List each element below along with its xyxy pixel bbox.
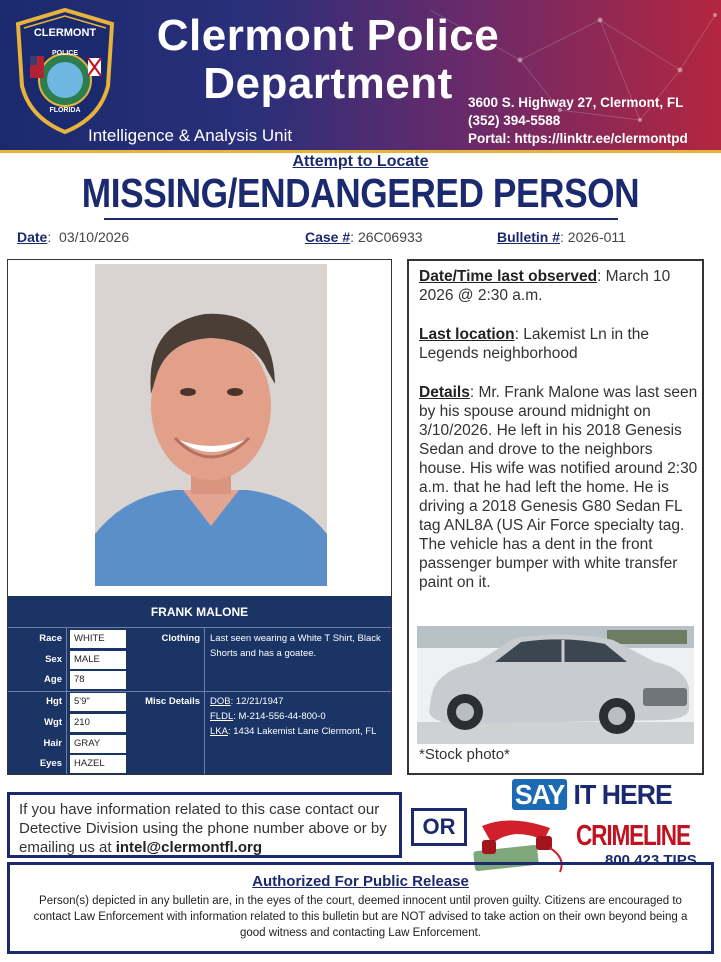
age-label: Age bbox=[44, 674, 62, 685]
say-text: SAY bbox=[512, 779, 567, 810]
fldl-value: M-214-556-44-800-0 bbox=[238, 711, 326, 722]
or-label: OR bbox=[411, 808, 467, 846]
it-here-text: IT HERE bbox=[573, 779, 672, 810]
date-field: Date: 03/10/2026 bbox=[17, 229, 130, 245]
contact-text: If you have information related to this case contact our Detective Division using the phone number above or by emailing us at bbox=[19, 801, 387, 856]
police-badge-logo bbox=[10, 6, 120, 136]
dob-label: DOB bbox=[210, 696, 231, 707]
stock-photo-caption: *Stock photo* bbox=[419, 746, 510, 763]
portal-line[interactable]: Portal: https://linktr.ee/clermontpd bbox=[468, 131, 688, 146]
lka-value: 1434 Lakemist Lane Clermont, FL bbox=[233, 726, 377, 737]
release-title: Authorized For Public Release bbox=[252, 873, 469, 890]
date-value: 03/10/2026 bbox=[59, 229, 130, 245]
bulletin-number-value: 2026-011 bbox=[567, 229, 626, 245]
last-observed-value: March 10 2026 @ 2:30 a.m. bbox=[419, 268, 671, 304]
subject-panel bbox=[7, 259, 392, 775]
phone-line: (352) 394-5588 bbox=[468, 113, 561, 128]
case-details: Details: Mr. Frank Malone was last seen by his spouse around midnight on 3/10/2026. He left in his 2018 Genesis Sedan and drove to the neighbors house. His wife was notified around 2:30 a.m. that he had left the home. He is driving a 2018 Genesis G80 Sedan FL tag ANL8A (US Air Force specialty tag. The vehicle has a dent in the front passenger bumper with white transfer paint on it. bbox=[419, 384, 698, 591]
last-location: Last location: Lakemist Ln in the Legends neighborhood bbox=[419, 326, 650, 362]
case-value: 26C06933 bbox=[357, 229, 423, 245]
bulletin-subtitle: Attempt to Locate bbox=[292, 153, 429, 170]
lka-label: LKA bbox=[210, 726, 228, 737]
height-value: 5'9" bbox=[70, 693, 126, 711]
bulletin-number-label: Bulletin # bbox=[497, 229, 561, 245]
dob-value: 12/21/1947 bbox=[235, 696, 284, 707]
age-value: 78 bbox=[70, 671, 126, 689]
hair-value: GRAY bbox=[70, 735, 126, 753]
badge-text-mid: POLICE bbox=[51, 50, 79, 57]
badge-text-top: CLERMONT bbox=[33, 27, 97, 39]
weight-label: Wgt bbox=[44, 717, 62, 728]
case-label: Case # bbox=[305, 229, 351, 245]
contact-info bbox=[7, 792, 402, 858]
say-it-here-logo bbox=[512, 779, 672, 811]
sex-value: MALE bbox=[70, 651, 126, 669]
misc-details-label: Misc Details bbox=[145, 696, 200, 707]
bulletin-number-field: Bulletin #: 2026-011 bbox=[497, 229, 626, 245]
crimeline-phone[interactable]: 800.423.TIPS bbox=[605, 852, 697, 869]
race-value: WHITE bbox=[70, 630, 126, 648]
eyes-label: Eyes bbox=[39, 758, 62, 769]
subject-name: FRANK MALONE bbox=[8, 596, 391, 628]
sex-label: Sex bbox=[45, 654, 62, 665]
unit-name: Intelligence & Analysis Unit bbox=[88, 126, 293, 145]
headline-underline bbox=[104, 218, 618, 220]
last-location-value: Lakemist Ln in the Legends neighborhood bbox=[419, 326, 650, 362]
table-divider bbox=[204, 628, 205, 774]
details-panel bbox=[407, 259, 704, 775]
contact-email-link[interactable]: intel@clermontfl.org bbox=[115, 839, 263, 856]
badge-text-bottom: FLORIDA bbox=[49, 107, 81, 114]
last-observed: Date/Time last observed: March 10 2026 @ 2:30 a.m. bbox=[419, 268, 671, 304]
vehicle-stock-photo bbox=[417, 626, 694, 744]
eyes-value: HAZEL bbox=[70, 755, 126, 773]
subject-info-table bbox=[8, 596, 391, 774]
details-value: Mr. Frank Malone was last seen by his spouse around midnight on 3/10/2026. He left in his 2018 Genesis Sedan and drove to the neighbors house. His wife was notified around 2:30 a.m. that he had left the home. He is driving a 2018 Genesis G80 Sedan FL tag ANL8A (US Air Force specialty tag. The vehicle has a dent in the front passenger bumper with white transfer paint on it. bbox=[419, 384, 698, 591]
race-label: Race bbox=[39, 633, 62, 644]
table-divider bbox=[8, 691, 391, 692]
address-line: 3600 S. Highway 27, Clermont, FL bbox=[468, 95, 684, 110]
department-contact bbox=[468, 94, 688, 148]
misc-details: DOB: 12/21/1947 FLDL: M-214-556-44-800-0 LKA: 1434 Lakemist Lane Clermont, FL bbox=[210, 696, 377, 737]
date-label: Date bbox=[17, 229, 48, 245]
height-label: Hgt bbox=[46, 696, 62, 707]
release-footer bbox=[7, 862, 714, 954]
subject-photo bbox=[95, 264, 327, 586]
bulletin-headline: MISSING/ENDANGERED PERSON bbox=[81, 170, 640, 216]
fldl-label: FLDL bbox=[210, 711, 234, 722]
last-observed-label: Date/Time last observed bbox=[419, 268, 598, 285]
details-label: Details bbox=[419, 384, 470, 401]
last-location-label: Last location bbox=[419, 326, 515, 343]
case-field: Case #: 26C06933 bbox=[305, 229, 423, 245]
crimeline-logo: CRIMELINE bbox=[576, 820, 690, 852]
release-disclaimer: Person(s) depicted in any bulletin are, in the eyes of the court, deemed innocent until proven guilty. Citizens are encouraged to contact Law Enforcement with information related to this bulletin but are NOT advised to take action on their own beyond being a good witness and contacting Law Enforcement. bbox=[33, 895, 688, 939]
weight-value: 210 bbox=[70, 714, 126, 732]
clothing-label: Clothing bbox=[161, 633, 200, 644]
hair-label: Hair bbox=[43, 738, 62, 749]
header-banner bbox=[0, 0, 721, 150]
table-divider bbox=[66, 628, 67, 774]
department-title: Clermont Police Department bbox=[156, 11, 500, 108]
clothing-value: Last seen wearing a White T Shirt, Black Shorts and has a goatee. bbox=[210, 633, 381, 659]
